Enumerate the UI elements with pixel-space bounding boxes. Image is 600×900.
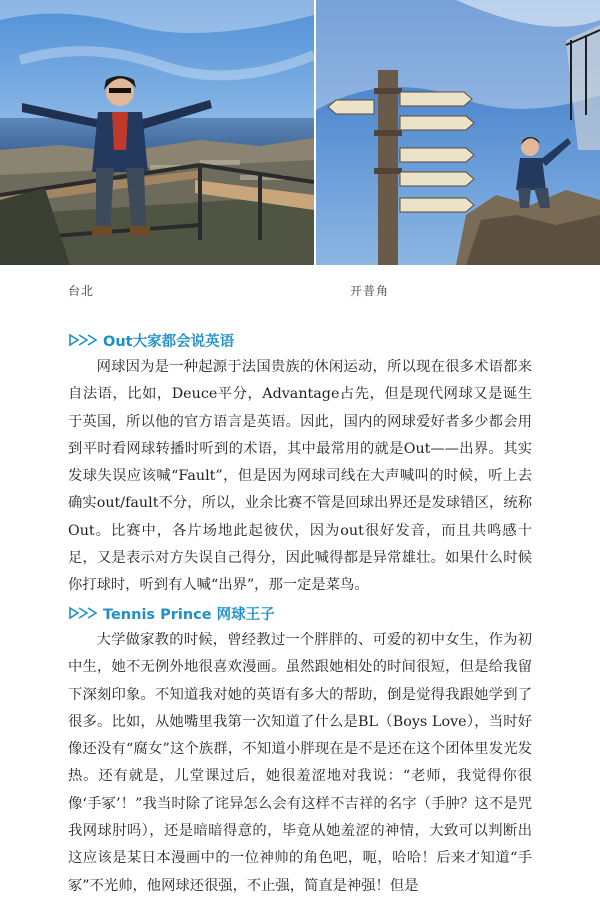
section-out <box>68 329 532 600</box>
section-tennis-prince <box>68 602 532 900</box>
caption-cape-point: 开普角 <box>350 284 390 298</box>
section-title: Out大家都会说英语 <box>103 333 235 350</box>
triple-arrow-icon <box>68 333 98 347</box>
photo-cape-point <box>316 0 600 265</box>
section-heading-out <box>68 329 532 351</box>
section-body: 网球因为是一种起源于法国贵族的休闲运动，所以现在很多术语都来自法语，比如，Deuce平分，Advantage占先，但是现代网球又是诞生于英国，所以他的官方语言是英语。因此，国内的网球爱好者多少都会用到平时看网球转播时听到的术语，其中最常用的就是Out——出界。其实发球失误应该喊“Fault”，但是因为网球司线在大声喊叫的时候，听上去确实out/fault不分，所以，业余比赛不管是回球出界还是发球错区，统称Out。比赛中，各片场地此起彼伏，因为out很好发音，而且共鸣感十足，又是表示对方失误自己得分，因此喊得都是异常雄壮。如果什么时候你打球时，听到有人喊“出界”，那一定是菜鸟。 <box>68 359 532 594</box>
triple-arrow-icon <box>68 606 98 620</box>
section-body: 大学做家教的时候，曾经教过一个胖胖的、可爱的初中女生，作为初中生，她不无例外地很喜欢漫画。虽然跟她相处的时间很短，但是给我留下深刻印象。不知道我对她的英语有多大的帮助，倒是觉得我跟她学到了很多。比如，从她嘴里我第一次知道了什么是BL（Boys Love），当时好像还没有“腐女”这个族群，不知道小胖现在是不是还在这个团体里发光发热。还有就是，儿堂课过后，她很羞涩地对我说：“老师，我觉得你很像‘手冢’！”我当时除了诧异怎么会有这样不吉祥的名字（手肿？这不是咒我网球肘吗），还是暗暗得意的，毕竟从她羞涩的神情，大致可以判断出这应该是某日本漫画中的一位神帅的角色吧，呃，哈哈！后来才知道“手冢”不光帅，他网球还很强，不止强，简直是神强！但是 <box>68 632 532 894</box>
photo-taipei <box>0 0 314 265</box>
photo-taipei-image <box>0 0 314 265</box>
section-title: Tennis Prince 网球王子 <box>103 606 275 623</box>
caption-taipei: 台北 <box>68 284 95 298</box>
photo-row <box>0 0 600 265</box>
section-heading-tennis-prince <box>68 602 532 624</box>
photo-cape-point-image <box>316 0 600 265</box>
